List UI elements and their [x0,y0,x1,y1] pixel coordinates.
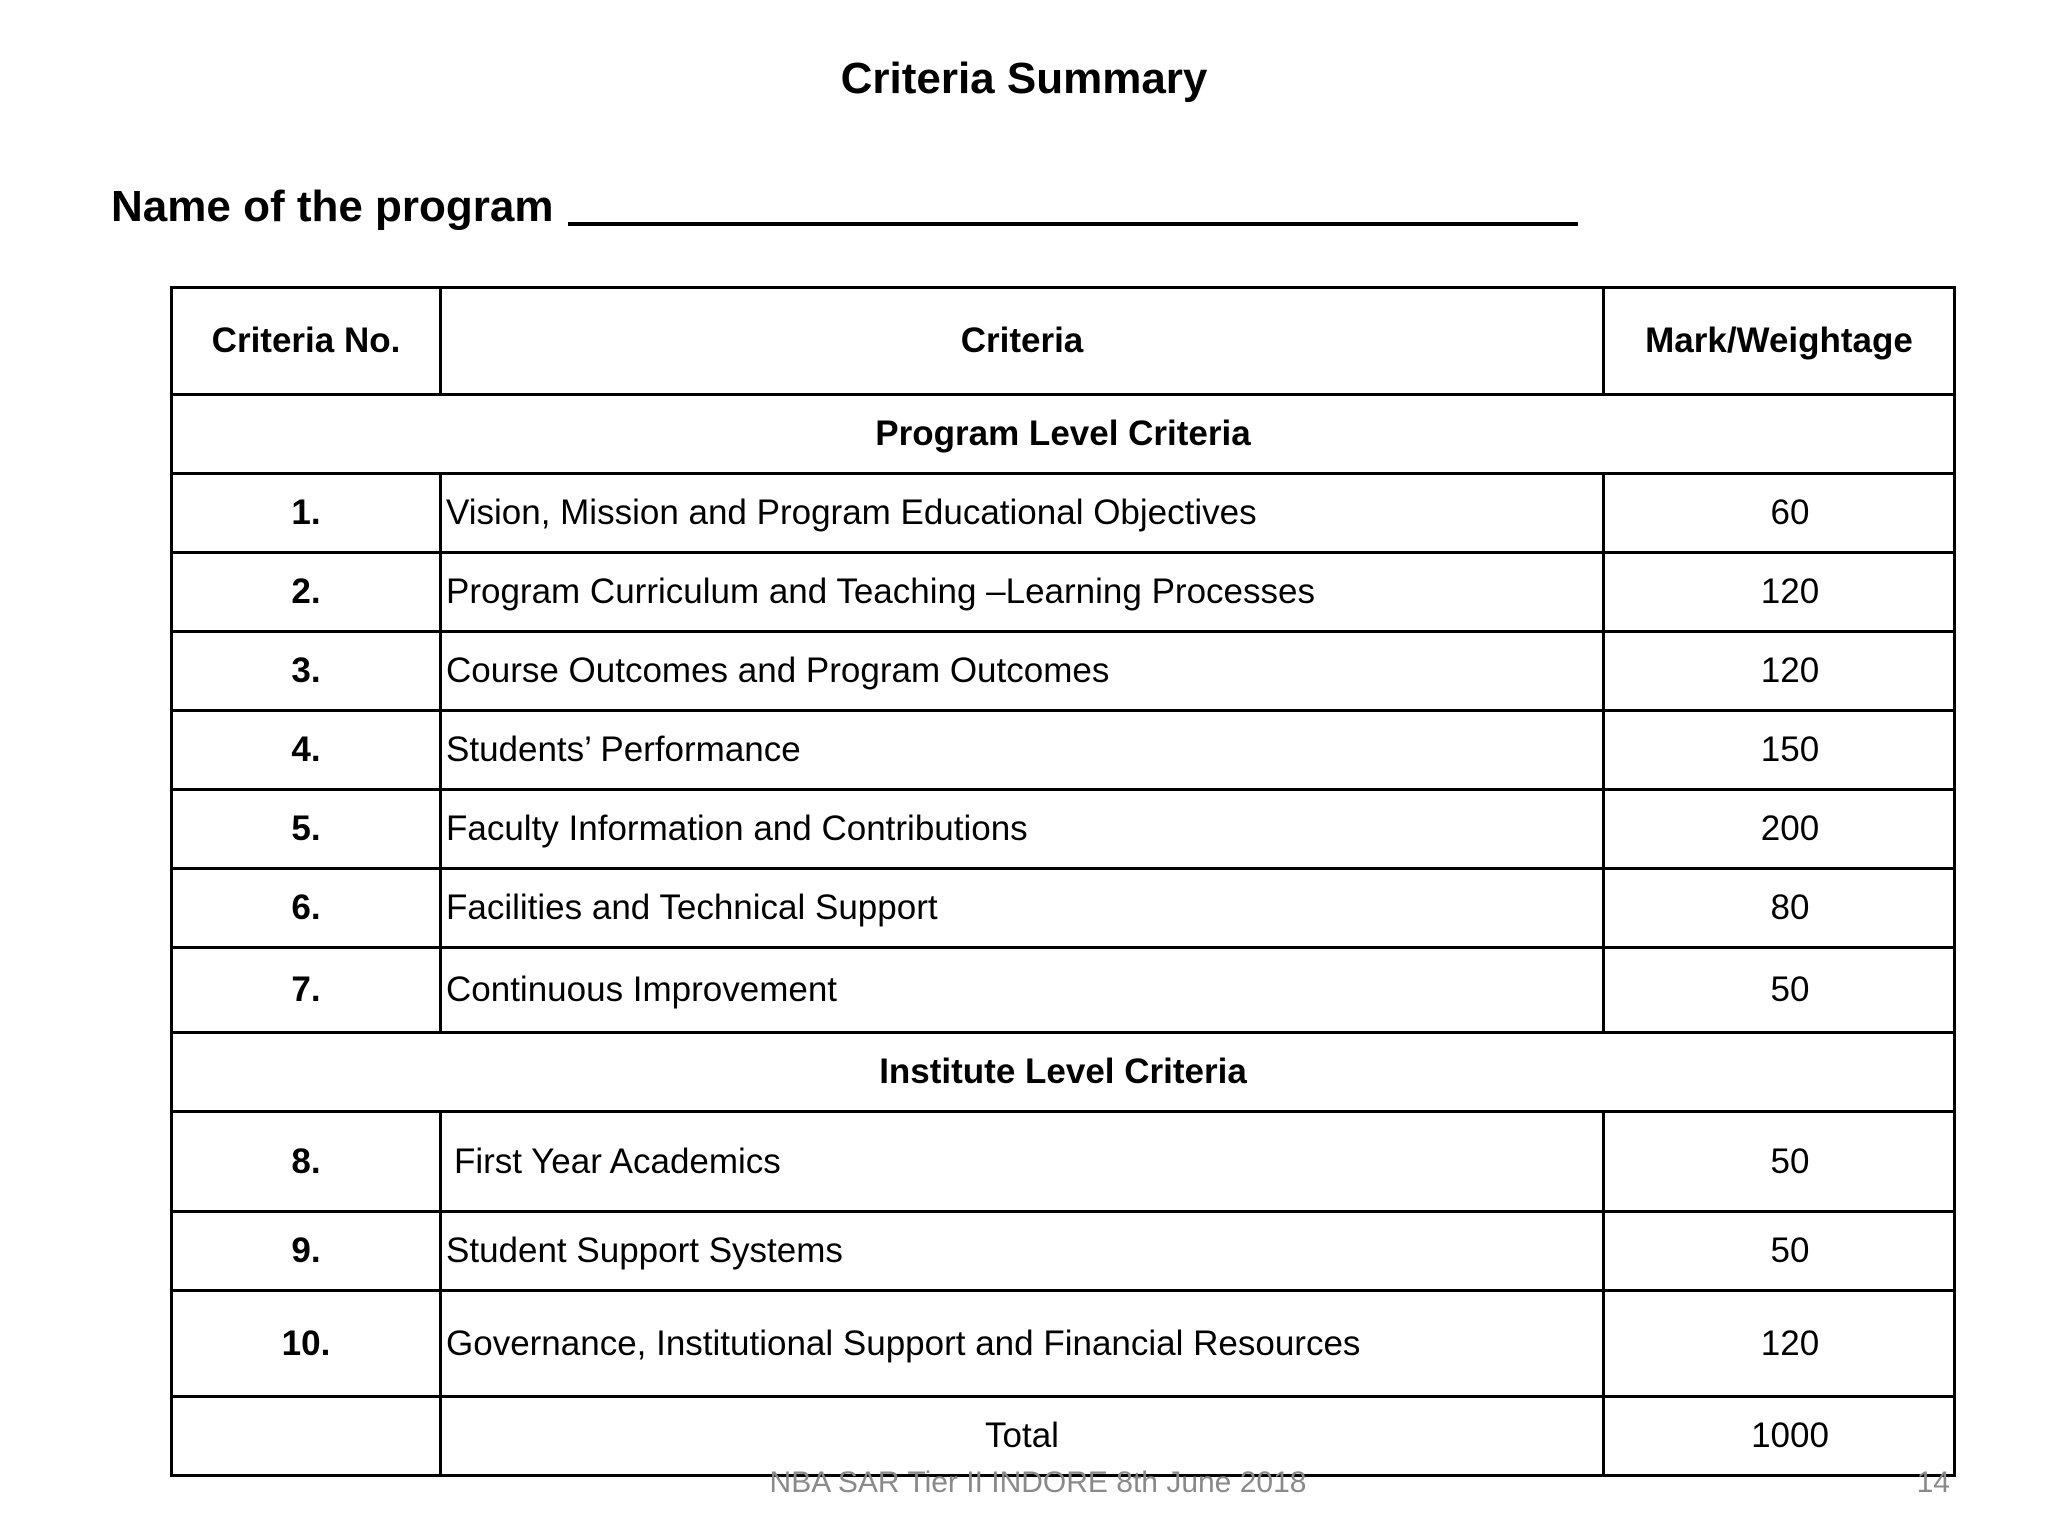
criteria-mark: 150 [1604,711,1955,790]
table-header-row [172,288,1955,395]
total-label: Total [441,1397,1604,1476]
criteria-mark: 60 [1604,474,1955,553]
header-criteria: Criteria [441,288,1604,395]
criteria-number: 7. [172,948,441,1033]
section-title: Institute Level Criteria [172,1033,1955,1112]
program-name-label: Name of the program [111,182,554,231]
criteria-mark: 120 [1604,553,1955,632]
criteria-mark: 120 [1604,1291,1955,1397]
total-mark: 1000 [1604,1397,1955,1476]
table-row [172,948,1955,1033]
criteria-name: Governance, Institutional Support and Financial Resources [441,1291,1604,1397]
section-title: Program Level Criteria [172,395,1955,474]
section-header-institute-level [172,1033,1955,1112]
criteria-mark: 50 [1604,948,1955,1033]
total-number-empty [172,1397,441,1476]
criteria-number: 10. [172,1291,441,1397]
criteria-name: First Year Academics [441,1112,1604,1212]
program-name-line [111,182,1578,232]
table-row [172,1112,1955,1212]
criteria-name: Continuous Improvement [441,948,1604,1033]
criteria-number: 1. [172,474,441,553]
table-row [172,632,1955,711]
total-row [172,1397,1955,1476]
criteria-mark: 120 [1604,632,1955,711]
criteria-table [170,286,1956,1477]
criteria-mark: 50 [1604,1212,1955,1291]
criteria-mark: 80 [1604,869,1955,948]
page-title: Criteria Summary [840,54,1208,103]
criteria-mark: 200 [1604,790,1955,869]
criteria-number: 2. [172,553,441,632]
criteria-name: Facilities and Technical Support [441,869,1604,948]
criteria-number: 9. [172,1212,441,1291]
table-row [172,1212,1955,1291]
table-row [172,553,1955,632]
slide-footer: NBA SAR Tier II INDORE 8th June 2018 [769,1466,1307,1499]
criteria-name: Students’ Performance [441,711,1604,790]
program-name-blank [568,182,1578,226]
page-number: 14 [1916,1466,1950,1499]
section-header-program-level [172,395,1955,474]
table-row [172,869,1955,948]
table-row [172,474,1955,553]
table-row [172,1291,1955,1397]
criteria-name: Program Curriculum and Teaching –Learning Processes [441,553,1604,632]
criteria-name: Student Support Systems [441,1212,1604,1291]
criteria-name: Course Outcomes and Program Outcomes [441,632,1604,711]
criteria-number: 4. [172,711,441,790]
criteria-mark: 50 [1604,1112,1955,1212]
table-row [172,790,1955,869]
criteria-number: 5. [172,790,441,869]
header-mark-weightage: Mark/Weightage [1604,288,1955,395]
header-criteria-no: Criteria No. [172,288,441,395]
criteria-name: Faculty Information and Contributions [441,790,1604,869]
criteria-number: 3. [172,632,441,711]
table-row [172,711,1955,790]
criteria-number: 8. [172,1112,441,1212]
criteria-number: 6. [172,869,441,948]
criteria-name: Vision, Mission and Program Educational Objectives [441,474,1604,553]
